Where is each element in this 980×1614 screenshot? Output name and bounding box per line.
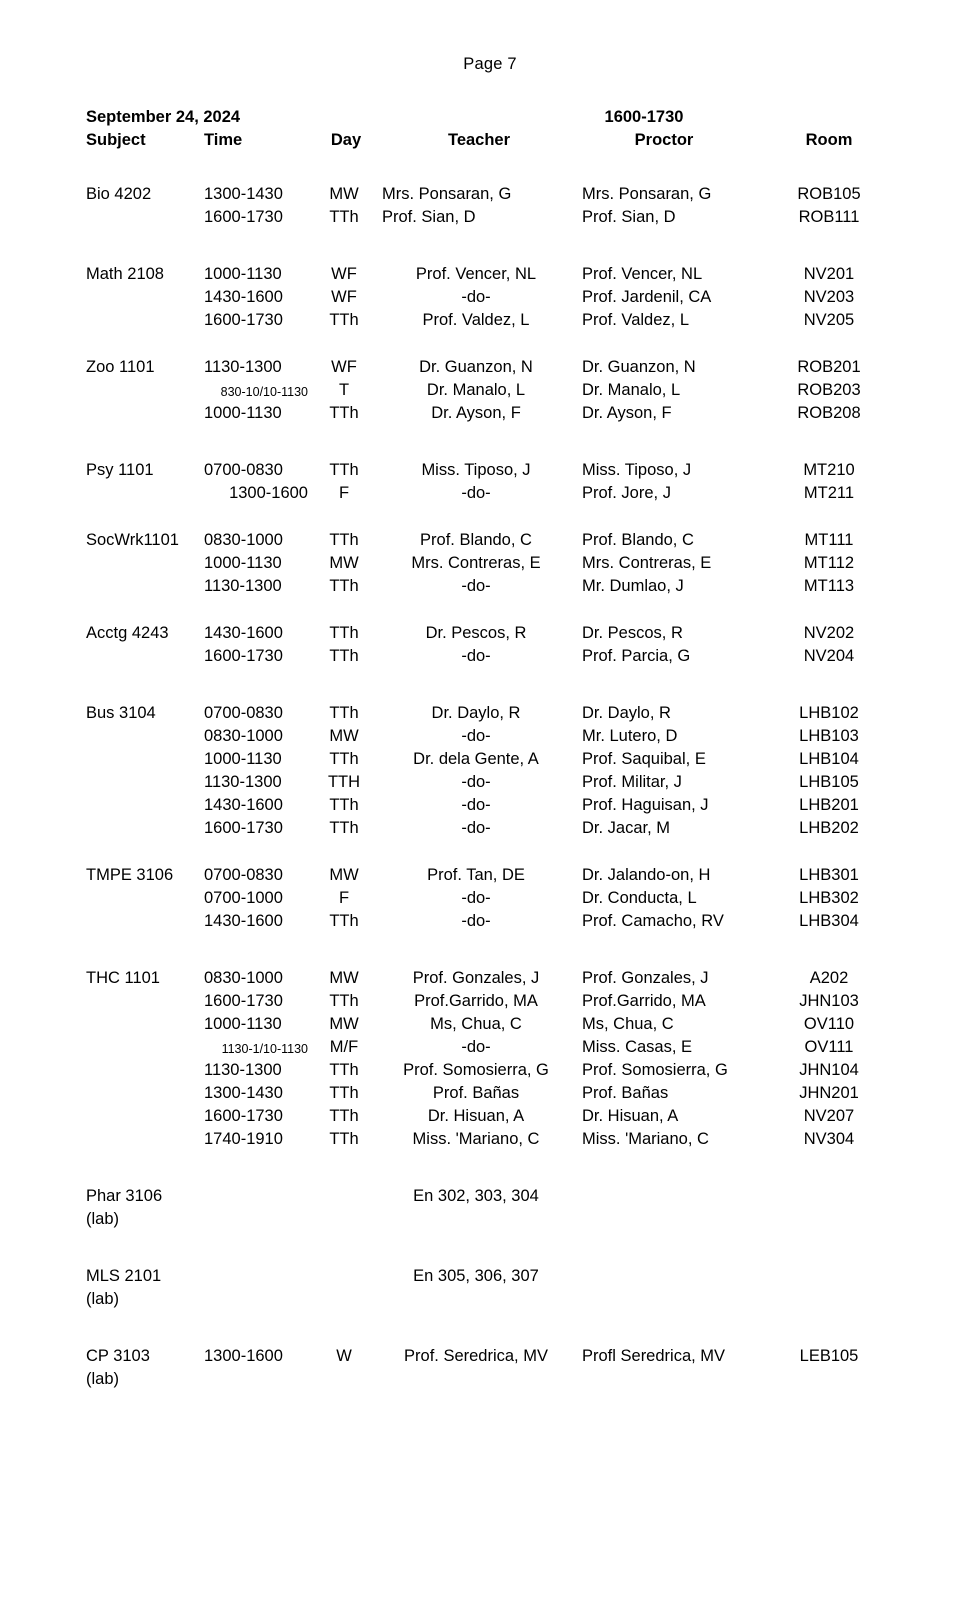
cell-proctor: Prof. Camacho, RV <box>582 912 724 930</box>
lab-group <box>86 1187 894 1233</box>
cell-proctor: Prof. Militar, J <box>582 773 682 791</box>
cell-teacher: Prof. Valdez, L <box>422 311 530 329</box>
cell-day: TTH <box>327 773 361 791</box>
cell-time: 1600-1730 <box>204 819 283 837</box>
subject-group <box>86 265 894 334</box>
cell-proctor: Dr. Ayson, F <box>582 404 672 422</box>
cell-proctor: Dr. Daylo, R <box>582 704 671 722</box>
cell-day: TTh <box>329 1084 359 1102</box>
schedule-row <box>86 404 894 427</box>
schedule-row <box>86 311 894 334</box>
schedule-row <box>86 624 894 647</box>
schedule-row <box>86 1347 894 1370</box>
cell-time: 1000-1130 <box>204 404 282 422</box>
cell-day: MW <box>329 185 359 203</box>
cell-proctor: Miss. Tiposo, J <box>582 461 692 479</box>
cell-proctor: Mrs. Contreras, E <box>582 554 712 572</box>
schedule-row <box>86 647 894 670</box>
cell-room: JHN201 <box>799 1084 859 1102</box>
schedule-row <box>86 554 894 577</box>
cell-room: ROB201 <box>797 358 861 376</box>
cell-proctor: Dr. Guanzon, N <box>582 358 696 376</box>
lab-group <box>86 1267 894 1313</box>
cell-room: NV205 <box>803 311 855 329</box>
schedule-row <box>86 288 894 311</box>
cell-proctor: Miss. Casas, E <box>582 1038 693 1056</box>
subject-group <box>86 624 894 670</box>
cell-teacher: Miss. 'Mariano, C <box>412 1130 540 1148</box>
subject-group <box>86 461 894 507</box>
cell-lab-room: En 305, 306, 307 <box>413 1267 539 1285</box>
cell-proctor: Mr. Lutero, D <box>582 727 678 745</box>
cell-proctor: Prof. Sian, D <box>582 208 676 226</box>
schedule-row <box>86 358 894 381</box>
cell-proctor: Prof. Somosierra, G <box>582 1061 728 1079</box>
cell-room: A202 <box>809 969 849 987</box>
cell-room: NV203 <box>803 288 855 306</box>
schedule-row <box>86 577 894 600</box>
cell-time: 1600-1730 <box>204 992 283 1010</box>
cell-teacher: -do- <box>461 889 491 907</box>
cell-subject: THC 1101 <box>86 969 160 987</box>
cell-room: NV207 <box>803 1107 855 1125</box>
cell-proctor: Mrs. Ponsaran, G <box>582 185 712 203</box>
cell-proctor: Profl Seredrica, MV <box>582 1347 726 1365</box>
cell-day: TTh <box>329 531 359 549</box>
cell-room: LHB304 <box>799 912 859 930</box>
cell-time: 1430-1600 <box>204 624 283 642</box>
cell-day: MW <box>329 969 359 987</box>
cell-day: MW <box>329 1015 359 1033</box>
cell-teacher: -do- <box>461 577 491 595</box>
cell-room: NV202 <box>803 624 855 642</box>
cell-teacher: -do- <box>461 647 491 665</box>
cell-day: TTh <box>329 819 359 837</box>
cell-day: T <box>338 381 350 399</box>
cell-proctor: Dr. Pescos, R <box>582 624 683 642</box>
cell-time: 830-10/10-1130 <box>220 385 308 399</box>
cell-day: TTh <box>329 577 359 595</box>
cell-day: TTh <box>329 1061 359 1079</box>
schedule-row <box>86 727 894 750</box>
cell-teacher: Prof. Gonzales, J <box>412 969 540 987</box>
cell-room: MT112 <box>803 554 855 572</box>
header-date: September 24, 2024 <box>86 108 241 126</box>
cell-teacher: Prof. Somosierra, G <box>403 1061 549 1079</box>
cell-teacher: Dr. Manalo, L <box>426 381 526 399</box>
cell-subject: TMPE 3106 <box>86 866 174 884</box>
cell-proctor: Prof. Valdez, L <box>582 311 690 329</box>
cell-room: LHB104 <box>799 750 859 768</box>
column-header-day: Day <box>330 131 362 149</box>
cell-teacher: Dr. Guanzon, N <box>419 358 533 376</box>
subject-group <box>86 866 894 935</box>
schedule-row <box>86 185 894 208</box>
cell-proctor: Prof. Parcia, G <box>582 647 691 665</box>
subject-group <box>86 358 894 427</box>
cell-proctor: Prof. Gonzales, J <box>582 969 709 987</box>
cell-time: 1130-1300 <box>204 577 282 595</box>
cell-time: 1000-1130 <box>204 1015 282 1033</box>
cell-time: 0700-0830 <box>204 866 283 884</box>
cell-time: 1130-1300 <box>204 773 282 791</box>
lab-group <box>86 1347 894 1393</box>
cell-subject-sublabel: (lab) <box>86 1370 120 1388</box>
cell-proctor: Dr. Hisuan, A <box>582 1107 679 1125</box>
cell-room: NV304 <box>803 1130 855 1148</box>
schedule-row <box>86 484 894 507</box>
cell-time: 1130-1300 <box>204 358 282 376</box>
schedule-row <box>86 1187 894 1210</box>
cell-proctor: Dr. Manalo, L <box>582 381 681 399</box>
cell-time: 0830-1000 <box>204 969 283 987</box>
schedule-row <box>86 704 894 727</box>
header-date-row <box>86 108 894 131</box>
cell-time: 0830-1000 <box>204 727 283 745</box>
cell-teacher: Mrs. Contreras, E <box>411 554 541 572</box>
cell-time: 1600-1730 <box>204 311 283 329</box>
cell-proctor: Dr. Conducta, L <box>582 889 697 907</box>
cell-room: MT111 <box>804 531 854 549</box>
cell-proctor: Prof. Jore, J <box>582 484 671 502</box>
cell-teacher: -do- <box>461 773 491 791</box>
column-header-teacher: Teacher <box>447 131 511 149</box>
cell-day: TTh <box>329 208 359 226</box>
cell-time: 1000-1130 <box>204 265 282 283</box>
cell-proctor: Ms, Chua, C <box>582 1015 674 1033</box>
schedule-sheet <box>86 108 894 1393</box>
cell-room: MT210 <box>803 461 855 479</box>
schedule-row <box>86 992 894 1015</box>
cell-teacher: Prof. Sian, D <box>382 208 476 226</box>
column-header-subject: Subject <box>86 131 146 149</box>
schedule-row <box>86 1107 894 1130</box>
cell-day: TTh <box>329 404 359 422</box>
cell-proctor: Mr. Dumlao, J <box>582 577 684 595</box>
cell-day: WF <box>331 288 357 306</box>
schedule-row <box>86 265 894 288</box>
cell-proctor: Miss. 'Mariano, C <box>582 1130 709 1148</box>
cell-day: TTh <box>329 750 359 768</box>
schedule-row <box>86 866 894 889</box>
cell-teacher: Prof. Bañas <box>432 1084 520 1102</box>
cell-time: 1300-1600 <box>229 484 308 502</box>
cell-time: 0700-0830 <box>204 704 283 722</box>
schedule-row <box>86 1130 894 1153</box>
cell-room: LHB302 <box>799 889 859 907</box>
cell-teacher: Prof. Vencer, NL <box>415 265 537 283</box>
subject-group <box>86 531 894 600</box>
cell-time: 1600-1730 <box>204 647 283 665</box>
cell-teacher: -do- <box>461 484 491 502</box>
cell-proctor: Prof. Jardenil, CA <box>582 288 712 306</box>
cell-teacher: -do- <box>461 1038 491 1056</box>
cell-time: 1300-1600 <box>204 1347 283 1365</box>
header-time-slot: 1600-1730 <box>604 108 684 126</box>
cell-room: LHB102 <box>799 704 859 722</box>
cell-room: JHN104 <box>799 1061 859 1079</box>
subject-group <box>86 969 894 1153</box>
cell-time: 1130-1/10-1130 <box>221 1042 308 1056</box>
schedule-row <box>86 889 894 912</box>
cell-day: MW <box>329 554 359 572</box>
cell-teacher: Prof. Seredrica, MV <box>404 1347 548 1365</box>
cell-subject-sublabel: (lab) <box>86 1290 120 1308</box>
cell-teacher: Miss. Tiposo, J <box>421 461 531 479</box>
cell-day: MW <box>329 727 359 745</box>
cell-teacher: Dr. Ayson, F <box>431 404 521 422</box>
schedule-row <box>86 969 894 992</box>
cell-proctor: Prof. Vencer, NL <box>582 265 703 283</box>
cell-proctor: Prof. Haguisan, J <box>582 796 709 814</box>
cell-time: 0700-0830 <box>204 461 283 479</box>
cell-room: ROB208 <box>797 404 861 422</box>
schedule-row <box>86 208 894 231</box>
cell-subject: Zoo 1101 <box>86 358 155 376</box>
cell-time: 1740-1910 <box>204 1130 283 1148</box>
schedule-row <box>86 819 894 842</box>
schedule-row <box>86 773 894 796</box>
cell-subject: CP 3103 <box>86 1347 150 1365</box>
subject-group <box>86 704 894 842</box>
cell-teacher: Mrs. Ponsaran, G <box>382 185 512 203</box>
page-number: Page 7 <box>463 55 517 73</box>
cell-subject: Phar 3106 <box>86 1187 163 1205</box>
cell-room: LHB105 <box>799 773 859 791</box>
cell-day: WF <box>331 358 357 376</box>
cell-time: 1600-1730 <box>204 208 283 226</box>
cell-proctor: Prof.Garrido, MA <box>582 992 706 1010</box>
cell-proctor: Prof. Saquibal, E <box>582 750 706 768</box>
cell-room: LEB105 <box>799 1347 859 1365</box>
cell-day: TTh <box>329 624 359 642</box>
cell-time: 1430-1600 <box>204 912 283 930</box>
cell-teacher: Ms, Chua, C <box>430 1015 522 1033</box>
cell-time: 1430-1600 <box>204 288 283 306</box>
cell-day: M/F <box>329 1038 359 1056</box>
schedule-row <box>86 796 894 819</box>
cell-day: MW <box>329 866 359 884</box>
schedule-row <box>86 1061 894 1084</box>
schedule-row <box>86 750 894 773</box>
column-headers <box>86 131 894 161</box>
schedule-row <box>86 381 894 404</box>
cell-room: LHB301 <box>799 866 859 884</box>
cell-day: TTh <box>329 1130 359 1148</box>
schedule-row <box>86 531 894 554</box>
cell-subject: MLS 2101 <box>86 1267 162 1285</box>
cell-proctor: Dr. Jalando-on, H <box>582 866 711 884</box>
schedule-row <box>86 1015 894 1038</box>
schedule-row <box>86 1267 894 1290</box>
cell-time: 1300-1430 <box>204 185 283 203</box>
cell-subject: Acctg 4243 <box>86 624 169 642</box>
schedule-row <box>86 1084 894 1107</box>
cell-teacher: Dr. Hisuan, A <box>427 1107 525 1125</box>
cell-room: MT113 <box>803 577 855 595</box>
cell-lab-room: En 302, 303, 304 <box>413 1187 539 1205</box>
cell-room: OV110 <box>803 1015 855 1033</box>
cell-subject: Math 2108 <box>86 265 164 283</box>
cell-time: 0830-1000 <box>204 531 283 549</box>
cell-day: TTh <box>329 461 359 479</box>
schedule-row <box>86 1290 894 1313</box>
cell-teacher: Prof.Garrido, MA <box>414 992 538 1010</box>
cell-subject: Bio 4202 <box>86 185 152 203</box>
schedule-row <box>86 912 894 935</box>
cell-teacher: -do- <box>461 819 491 837</box>
cell-teacher: Prof. Blando, C <box>420 531 532 549</box>
cell-subject: Bus 3104 <box>86 704 156 722</box>
cell-day: TTh <box>329 912 359 930</box>
cell-day: WF <box>331 265 357 283</box>
cell-time: 0700-1000 <box>204 889 283 907</box>
cell-proctor: Dr. Jacar, M <box>582 819 671 837</box>
cell-proctor: Prof. Blando, C <box>582 531 694 549</box>
cell-day: TTh <box>329 311 359 329</box>
schedule-row <box>86 1370 894 1393</box>
cell-teacher: Dr. dela Gente, A <box>413 750 539 768</box>
column-header-room: Room <box>805 131 853 149</box>
cell-teacher: -do- <box>461 796 491 814</box>
cell-room: NV201 <box>803 265 855 283</box>
cell-room: LHB202 <box>799 819 859 837</box>
cell-subject-sublabel: (lab) <box>86 1210 120 1228</box>
cell-time: 1130-1300 <box>204 1061 282 1079</box>
schedule-row <box>86 461 894 484</box>
cell-room: JHN103 <box>799 992 859 1010</box>
subject-group <box>86 185 894 231</box>
cell-time: 1430-1600 <box>204 796 283 814</box>
column-header-proctor: Proctor <box>634 131 694 149</box>
cell-teacher: -do- <box>461 912 491 930</box>
column-header-time: Time <box>204 131 243 149</box>
cell-room: LHB201 <box>799 796 859 814</box>
cell-day: TTh <box>329 992 359 1010</box>
schedule-groups <box>86 185 894 1393</box>
cell-time: 1300-1430 <box>204 1084 283 1102</box>
cell-room: OV111 <box>804 1038 854 1056</box>
cell-time: 1000-1130 <box>204 554 282 572</box>
cell-room: ROB105 <box>797 185 861 203</box>
cell-room: LHB103 <box>799 727 859 745</box>
cell-day: W <box>336 1347 352 1365</box>
cell-day: TTh <box>329 647 359 665</box>
cell-teacher: Prof. Tan, DE <box>427 866 525 884</box>
cell-day: TTh <box>329 796 359 814</box>
cell-day: F <box>338 889 350 907</box>
cell-day: TTh <box>329 704 359 722</box>
schedule-row <box>86 1038 894 1061</box>
cell-day: TTh <box>329 1107 359 1125</box>
cell-teacher: Dr. Daylo, R <box>431 704 521 722</box>
cell-room: ROB111 <box>798 208 860 226</box>
cell-room: NV204 <box>803 647 855 665</box>
cell-proctor: Prof. Bañas <box>582 1084 669 1102</box>
cell-time: 1000-1130 <box>204 750 282 768</box>
cell-subject: Psy 1101 <box>86 461 154 479</box>
cell-time: 1600-1730 <box>204 1107 283 1125</box>
cell-room: ROB203 <box>797 381 861 399</box>
cell-teacher: -do- <box>461 727 491 745</box>
cell-room: MT211 <box>803 484 855 502</box>
cell-teacher: -do- <box>461 288 491 306</box>
cell-teacher: Dr. Pescos, R <box>425 624 527 642</box>
schedule-row <box>86 1210 894 1233</box>
cell-subject: SocWrk1101 <box>86 531 179 549</box>
cell-day: F <box>338 484 350 502</box>
